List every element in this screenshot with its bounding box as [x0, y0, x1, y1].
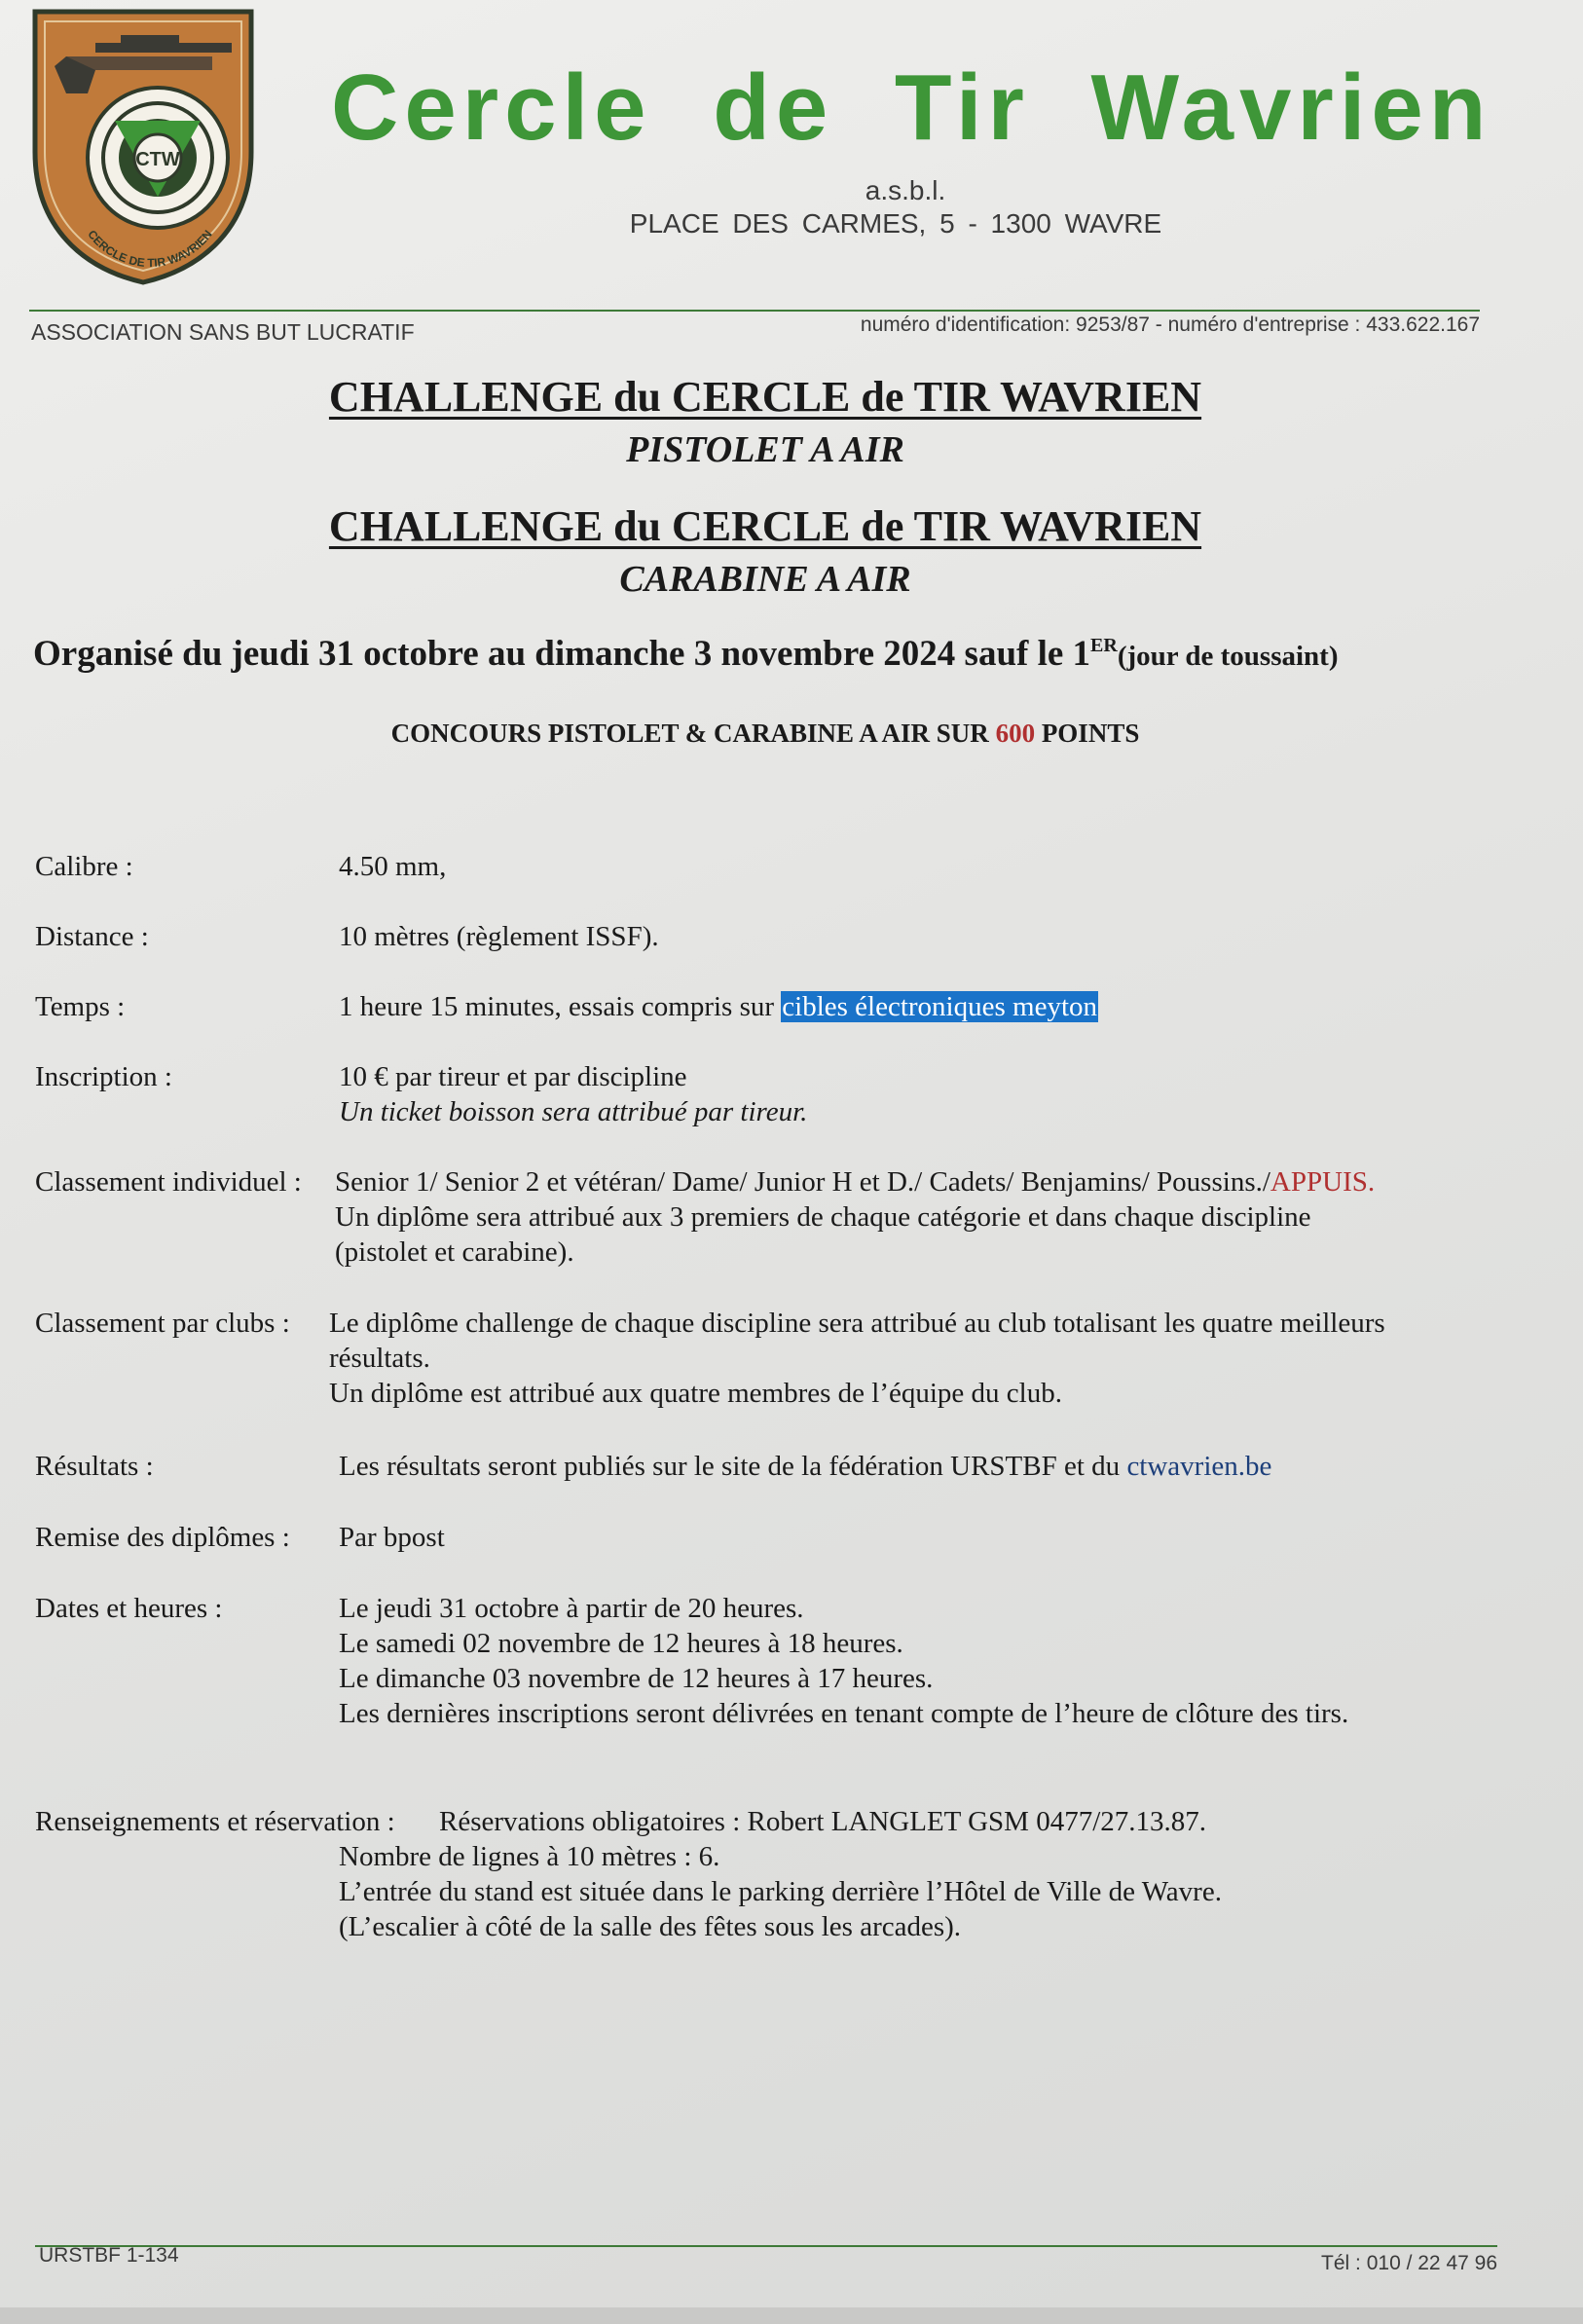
challenge-title-rifle: CHALLENGE du CERCLE de TIR WAVRIEN	[328, 502, 1202, 550]
logo-ring-text: CERCLE DE TIR WAVRIEN	[85, 227, 215, 271]
club-title: Cercle de Tir Wavrien	[331, 55, 1492, 160]
registration-numbers: numéro d'identification: 9253/87 - numéro d'entreprise : 433.622.167	[860, 314, 1480, 336]
footer-divider	[35, 2245, 1497, 2247]
association-type: ASSOCIATION SANS BUT LUCRATIF	[31, 319, 415, 345]
club-address: PLACE DES CARMES, 5 - 1300 WAVRE	[629, 208, 1162, 239]
discipline-rifle: CARABINE A AIR	[619, 559, 911, 600]
contest-description: CONCOURS PISTOLET & CARABINE A AIR SUR 600 POINTS	[390, 719, 1140, 748]
club-legal-form: a.s.b.l.	[865, 175, 946, 205]
event-dates-heading: Organisé du jeudi 31 octobre au dimanche 3 novembre 2024 sauf le 1ER(jour de toussaint)	[33, 634, 1339, 674]
header-divider	[29, 310, 1480, 312]
logo-monogram: CTW	[135, 149, 180, 170]
points-total: 600	[995, 719, 1036, 748]
club-logo	[27, 6, 259, 288]
website-link[interactable]: ctwavrien.be	[1126, 1451, 1272, 1482]
highlighted-text: cibles électroniques meyton	[782, 991, 1097, 1022]
federation-number: URSTBF 1-134	[39, 2244, 179, 2267]
phone-number: Tél : 010 / 22 47 96	[1321, 2252, 1497, 2274]
challenge-title-pistol: CHALLENGE du CERCLE de TIR WAVRIEN	[328, 373, 1202, 421]
document-page: CTW CERCLE DE TIR WAVRIEN Cercle de Tir Wavrien a.s.b.l. PLACE DES CARMES, 5 - 1300 WAVRE ASSOCIATION SANS BUT LUCRATIF numéro d'identification: 9253/87 - numéro d'entreprise : 433.622.167 CHALLENGE du CERCLE de TIR WAVRIEN PISTOLET A AIR CHALLENGE du CERCLE de TIR WAVRIEN CARABINE A AIR Organisé du jeudi 31 octobre au dimanche 3 novembre 2024 sauf le 1ER(jour de toussaint) CONCOURS PISTOLET & CARABINE A AIR SUR 600 POINTS Calibre : 4.50 mm, Distance : 10 mètres (règlement ISSF). Temps : 1 heure 15 minutes, essais compris sur cibles électroniques meyton Inscription : 10 € par tireur et par discipline Un ticket boisson sera attribué par tireur. Classement individuel : Senior 1/ Senior 2 et vétéran/ Dame/ Junior H et D./ Cadets/ Benjamins/ Poussins./APPUIS. Un diplôme sera attribué aux 3 premiers de chaque catégorie et dans chaque discipline (pistolet et carabine). Classement par clubs : Le diplôme challenge de chaque discipline sera attribué au club totalisant les quatre meilleurs résultats. Un diplôme est attribué aux quatre membres de l’équipe du club. Résultats : Les résultats seront publiés sur le site de la fédération URSTBF et du ctwavrien.be Remise des diplômes : Par bpost Dates et heures : Le jeudi 31 octobre à partir de 20 heures. Le samedi 02 novembre de 12 heures à 18 heures. Le dimanche 03 novembre de 12 heures à 17 heures. Les dernières inscriptions seront délivrées en tenant compte de l’heure de clôture des tirs. Renseignements et réservation : Réservations obligatoires : Robert LANGLET GSM 0477/27.13.87. Nombre de lignes à 10 mètres : 6. L’entrée du stand est située dans le parking derrière l’Hôtel de Ville de Wavre. (L’escalier à côté de la salle des fêtes sous les arcades). URSTBF 1-134 Tél : 010 / 22 47 96	[0, 0, 1583, 2307]
discipline-pistol: PISTOLET A AIR	[626, 429, 904, 470]
